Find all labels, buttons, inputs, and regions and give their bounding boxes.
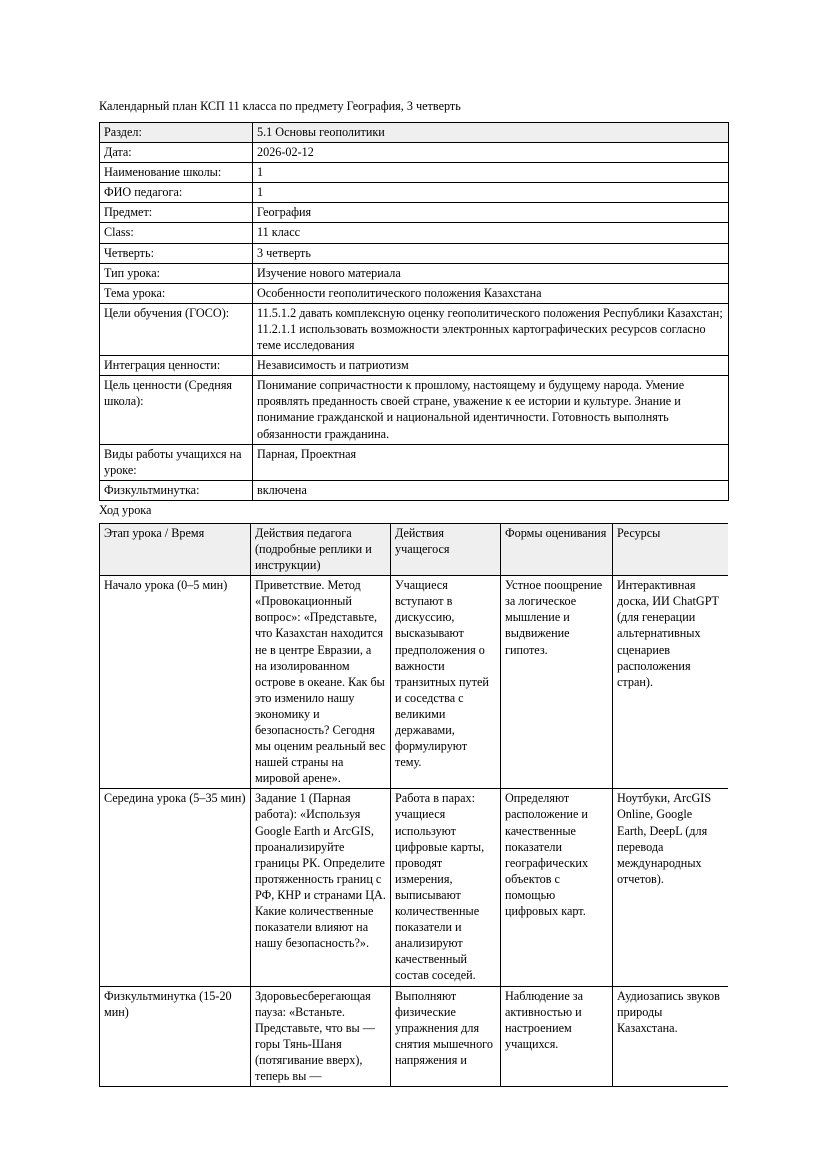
info-label: Раздел:: [100, 123, 253, 143]
cell-stage: Начало урока (0–5 мин): [100, 576, 251, 789]
info-value: 11 класс: [253, 223, 729, 243]
info-value: Особенности геополитического положения Казахстана: [253, 283, 729, 303]
table-row: [100, 576, 729, 789]
info-label: Цели обучения (ГОСО):: [100, 303, 253, 355]
lesson-flow-body: [100, 576, 729, 1087]
lesson-info-body: [100, 123, 729, 501]
table-row: [100, 986, 729, 1087]
table-row: [100, 203, 729, 223]
info-value: 2026-02-12: [253, 143, 729, 163]
lesson-info-table: [99, 122, 729, 501]
info-value: Изучение нового материала: [253, 263, 729, 283]
table-row: [100, 263, 729, 283]
cell-student-actions: Выполняют физические упражнения для снятия мышечного напряжения и: [391, 986, 501, 1087]
info-value: 1: [253, 163, 729, 183]
page-title: Календарный план КСП 11 класса по предмету География, 3 четверть: [99, 99, 461, 113]
column-header-teacher-actions: Действия педагога (подробные реплики и инструкции): [251, 523, 391, 575]
table-row: [100, 444, 729, 480]
column-header-student-actions: Действия учащегося: [391, 523, 501, 575]
lesson-flow-table: [99, 523, 728, 1087]
table-row: [100, 223, 729, 243]
cell-resources: Ноутбуки, ArcGIS Online, Google Earth, DeepL (для перевода международных отчетов).: [613, 789, 729, 986]
info-label: Интеграция ценности:: [100, 356, 253, 376]
info-value: 5.1 Основы геополитики: [253, 123, 729, 143]
cell-stage: Физкультминутка (15-20 мин): [100, 986, 251, 1087]
info-label: Цель ценности (Средняя школа):: [100, 376, 253, 444]
info-value: Понимание сопричастности к прошлому, настоящему и будущему народа. Умение проявлять преданность своей стране, уважение к ее истории и культуре. Знание и понимание гражданской и национальной идентичности. Готовность выполнять обязанности гражданина.: [253, 376, 729, 444]
info-label: Class:: [100, 223, 253, 243]
info-label: Четверть:: [100, 243, 253, 263]
table-row: [100, 376, 729, 444]
cell-student-actions: Учащиеся вступают в дискуссию, высказывают предположения о важности транзитных путей и соседства с великими державами, формулируют тему.: [391, 576, 501, 789]
info-label: Виды работы учащихся на уроке:: [100, 444, 253, 480]
cell-teacher-actions: Задание 1 (Парная работа): «Используя Google Earth и ArcGIS, проанализируйте границы РК. Определите протяженность границ с РФ, КНР и странами ЦА. Какие количественные показатели влияют на нашу безопасность?».: [251, 789, 391, 986]
column-header-stage: Этап урока / Время: [100, 523, 251, 575]
info-label: Предмет:: [100, 203, 253, 223]
cell-student-actions: Работа в парах: учащиеся используют цифровые карты, проводят измерения, выписывают количественные показатели и анализируют качественный состав соседей.: [391, 789, 501, 986]
cell-teacher-actions: Здоровьесберегающая пауза: «Встаньте. Представьте, что вы — горы Тянь-Шаня (потягивание вверх), теперь вы —: [251, 986, 391, 1087]
cell-resources: Аудиозапись звуков природы Казахстана.: [613, 986, 729, 1087]
info-label: Тип урока:: [100, 263, 253, 283]
table-row: [100, 123, 729, 143]
cell-resources: Интерактивная доска, ИИ ChatGPT (для генерации альтернативных сценариев расположения стран).: [613, 576, 729, 789]
table-row: [100, 243, 729, 263]
table-row: [100, 356, 729, 376]
cell-assessment: Определяют расположение и качественные показатели географических объектов с помощью цифровых карт.: [501, 789, 613, 986]
info-label: Дата:: [100, 143, 253, 163]
table-row: [100, 163, 729, 183]
info-value: включена: [253, 480, 729, 500]
info-label: Физкультминутка:: [100, 480, 253, 500]
table-row: [100, 183, 729, 203]
table-row: [100, 143, 729, 163]
info-label: Тема урока:: [100, 283, 253, 303]
cell-assessment: Наблюдение за активностью и настроением учащихся.: [501, 986, 613, 1087]
info-label: Наименование школы:: [100, 163, 253, 183]
lesson-flow-clip: [99, 523, 728, 1121]
cell-stage: Середина урока (5–35 мин): [100, 789, 251, 986]
info-value: 3 четверть: [253, 243, 729, 263]
info-value: 11.5.1.2 давать комплексную оценку геополитического положения Республики Казахстан; 11.2.1.1 использовать возможности электронных картографических ресурсов согласно теме исследования: [253, 303, 729, 355]
cell-assessment: Устное поощрение за логическое мышление и выдвижение гипотез.: [501, 576, 613, 789]
info-value: География: [253, 203, 729, 223]
cell-teacher-actions: Приветствие. Метод «Провокационный вопрос»: «Представьте, что Казахстан находится не в центре Евразии, а на изолированном острове в океане. Как бы это изменило нашу экономику и безопасность? Сегодня мы оценим реальный вес нашей страны на мировой арене».: [251, 576, 391, 789]
table-row: [100, 789, 729, 986]
table-header-row: [100, 523, 729, 575]
section-caption: Ход урока: [99, 502, 152, 517]
column-header-resources: Ресурсы: [613, 523, 729, 575]
info-value: Парная, Проектная: [253, 444, 729, 480]
lesson-flow-head: [100, 523, 729, 575]
table-row: [100, 303, 729, 355]
table-row: [100, 283, 729, 303]
info-value: Независимость и патриотизм: [253, 356, 729, 376]
info-label: ФИО педагога:: [100, 183, 253, 203]
info-value: 1: [253, 183, 729, 203]
table-row: [100, 480, 729, 500]
column-header-assessment: Формы оценивания: [501, 523, 613, 575]
